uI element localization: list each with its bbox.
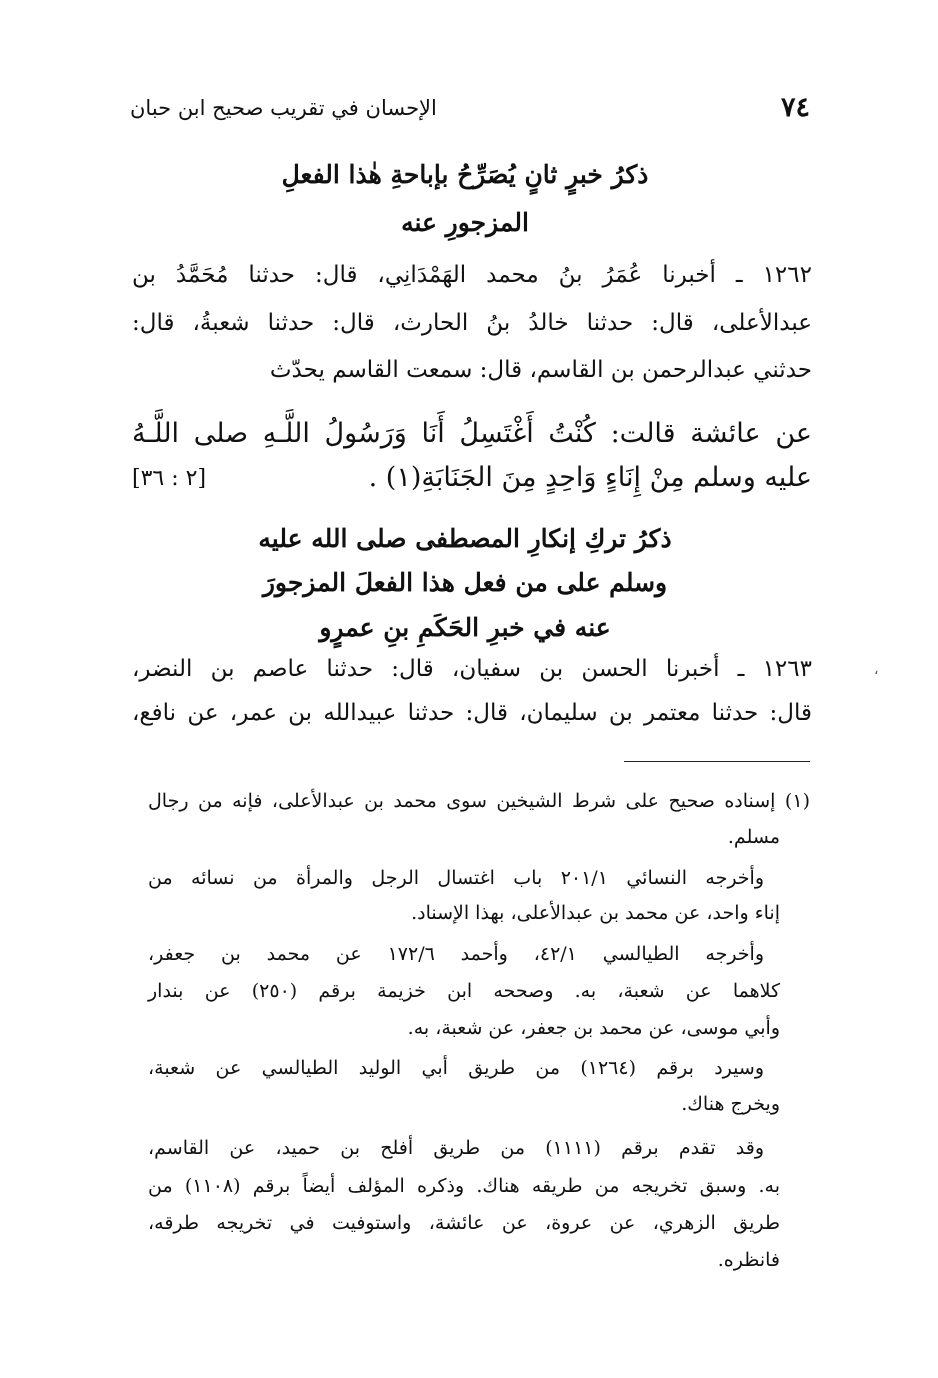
- footnote-line-10: وقد تقدم برقم (١١١١) من طريق أفلح بن حميد، عن القاسم،: [148, 1137, 764, 1159]
- hadith-1263-isnad-line-1: ١٢٦٣ ـ أخبرنا الحسن بن سفيان، قال: حدثنا عاصم بن النضر،: [132, 656, 812, 682]
- hadith-1262-isnad-line-2: عبدالأعلى، قال: حدثنا خالدُ بنُ الحارث، قال: حدثنا شعبةُ، قال:: [132, 310, 812, 336]
- page-number: ٧٤: [780, 92, 810, 123]
- hadith-1262-isnad-line-3: حدثني عبدالرحمن بن القاسم، قال: سمعت القاسم يحدّث: [269, 357, 812, 383]
- margin-mark: ،: [874, 662, 879, 678]
- chapter2-heading-line-2: وسلم على من فعل هذا الفعلَ المزجورَ: [262, 568, 668, 597]
- hadith-1262-reference: [٢ : ٣٦]: [132, 466, 207, 491]
- footnote-line-2: مسلم.: [727, 826, 780, 848]
- hadith-1262-isnad-line-1: ١٢٦٢ ـ أخبرنا عُمَرُ بنُ محمد الهَمْدَانِي، قال: حدثنا مُحَمَّدُ بن: [132, 262, 812, 288]
- footnote-line-9: ويخرج هناك.: [681, 1093, 780, 1115]
- footnote-line-3: وأخرجه النسائي ٢٠١/١ باب اغتسال الرجل والمرأة من نسائه من: [148, 867, 765, 889]
- footnote-line-6: كلاهما عن شعبة، به. وصححه ابن خزيمة برقم (٢٥٠) عن بندار: [148, 980, 780, 1002]
- chapter1-heading-line-2: المزجورِ عنه: [401, 208, 529, 237]
- footnote-line-8: وسيرد برقم (١٢٦٤) من طريق أبي الوليد الطيالسي عن شعبة،: [148, 1057, 764, 1079]
- footnote-line-12: طريق الزهري، عن عروة، عن عائشة، واستوفيت في تخريجه طرقه،: [148, 1212, 780, 1234]
- hadith-1262-matn-line-2: عليه وسلم مِنْ إِنَاءٍ وَاحِدٍ مِنَ الجَنَابَةِ(١) .: [368, 462, 812, 493]
- chapter1-heading-line-1: ذكرُ خبرٍ ثانٍ يُصَرِّحُ بإباحةِ هٰذا الفعلِ: [281, 160, 649, 189]
- footnote-line-4: إناء واحد، عن محمد بن عبدالأعلى، بهذا الإسناد.: [411, 902, 780, 924]
- footnote-line-11: به. وسبق تخريجه من طريقه هناك. وذكره المؤلف أيضاً برقم (١١٠٨) من: [148, 1175, 781, 1197]
- running-title: الإحسان في تقريب صحيح ابن حبان: [130, 96, 437, 120]
- chapter2-heading-line-1: ذكرُ تركِ إنكارِ المصطفى صلى الله عليه: [258, 524, 672, 553]
- running-head: [130, 92, 810, 128]
- footnote-line-13: فانظره.: [717, 1249, 780, 1271]
- footnote-separator: [624, 761, 810, 762]
- footnote-line-7: وأبي موسى، عن محمد بن جعفر، عن شعبة، به.: [407, 1017, 780, 1039]
- hadith-1263-isnad-line-2: قال: حدثنا معتمر بن سليمان، قال: حدثنا عبيدالله بن عمر، عن نافع،: [132, 700, 812, 726]
- chapter2-heading-line-3: عنه في خبرِ الحَكَمِ بنِ عمرٍو: [319, 613, 611, 642]
- hadith-1262-matn-line-1: عن عائشة قالت: كُنْتُ أَغْتَسِلُ أَنَا وَرَسُولُ اللَّـهِ صلى اللَّـهُ: [132, 418, 812, 449]
- footnote-line-5: وأخرجه الطيالسي ٤٢/١، وأحمد ١٧٢/٦ عن محمد بن جعفر،: [148, 943, 764, 965]
- footnote-line-1: (١) إسناده صحيح على شرط الشيخين سوى محمد بن عبدالأعلى، فإنه من رجال: [148, 790, 810, 812]
